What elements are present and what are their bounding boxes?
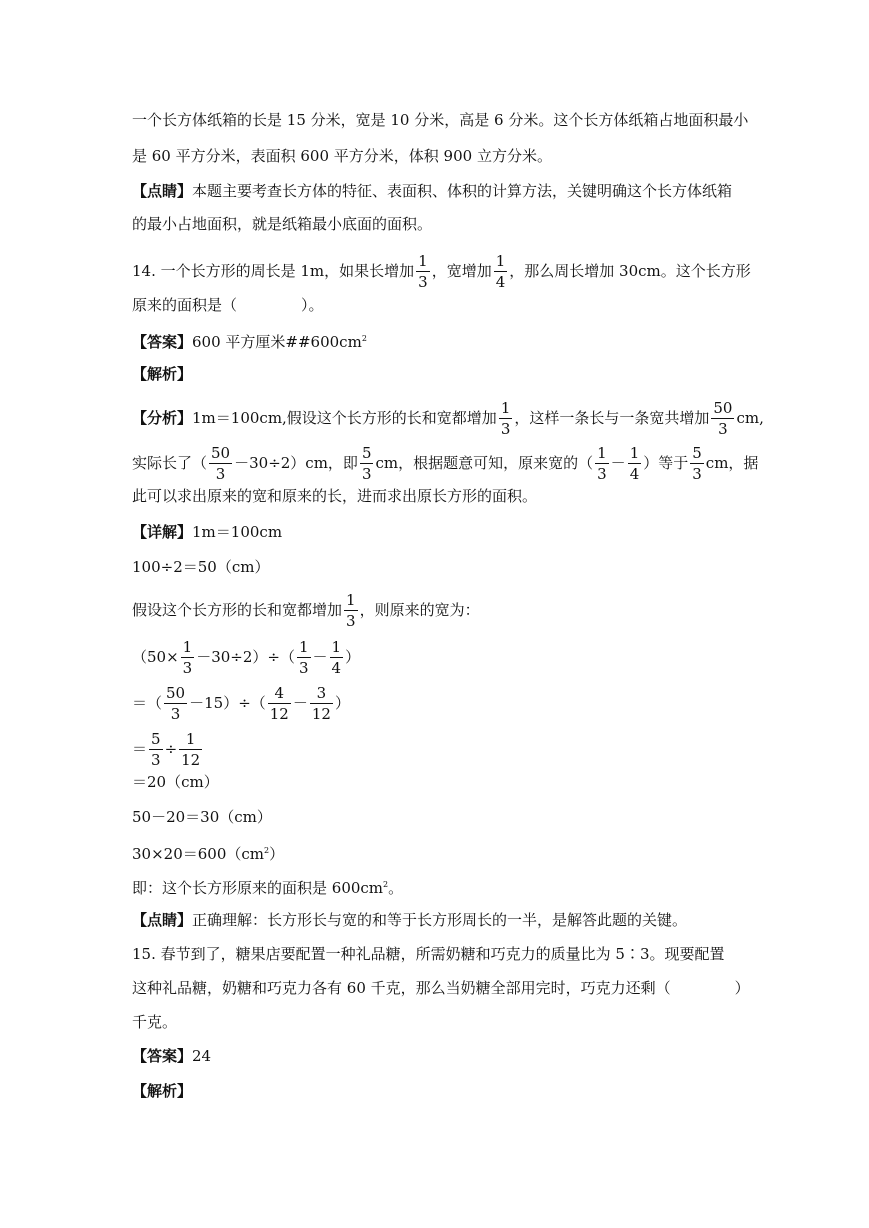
- fraction: $\frac{1}{3}$: [346, 591, 356, 630]
- q15-answer: 【答案】24: [132, 1047, 212, 1065]
- fraction: $\frac{1}{3}$: [597, 444, 607, 483]
- q13-line-2: 是 60 平方分米，表面积 600 平方分米，体积 900 立方分米。: [132, 147, 552, 165]
- q14-fenxi-line-2: 实际长了（ $\frac{50}{3}$ －30÷2）cm，即 $\frac{5}{3}$ cm，根据题意可知，原来宽的（ $\frac{1}{3}$ － $\frac{1}{4}$ ）等于 $\frac{5}{3}$ cm，据: [132, 444, 759, 483]
- q14-expr-5: 50－20＝30（cm）: [132, 808, 272, 826]
- q14-expr-1: （50× $\frac{1}{3}$ －30÷2）÷（ $\frac{1}{3}$ － $\frac{1}{4}$ ）: [132, 638, 361, 677]
- q15-line-3: 千克。: [132, 1013, 178, 1031]
- q14-question-line-2: 原来的面积是（ ）。: [132, 296, 324, 314]
- fraction-one-third: $\frac{1}{3}$: [418, 252, 428, 291]
- fraction: $\frac{5}{3}$: [692, 444, 702, 483]
- q15-jiexi-heading: 【解析】: [132, 1082, 193, 1100]
- fraction: $\frac{50}{3}$: [713, 399, 733, 438]
- fraction: $\frac{4}{12}$: [269, 684, 289, 723]
- fraction: $\frac{1}{3}$: [182, 638, 193, 677]
- fraction: $\frac{1}{4}$: [629, 444, 640, 483]
- q14-answer: 【答案】600 平方厘米$\#\#600cm^2$: [132, 333, 367, 351]
- fraction: $\frac{50}{3}$: [166, 684, 186, 723]
- q14-xiangjie-3: 假设这个长方形的长和宽都增加 $\frac{1}{3}$ ，则原来的宽为：: [132, 591, 480, 630]
- q15-line-2: 这种礼品糖，奶糖和巧克力各有 60 千克，那么当奶糖全部用完时，巧克力还剩（ ）: [132, 979, 750, 997]
- q13-dianjing-2: 的最小占地面积，就是纸箱最小底面的面积。: [132, 215, 433, 233]
- fraction: $\frac{5}{3}$: [151, 730, 161, 769]
- q14-expr-3: ＝ $\frac{5}{3}$ ÷ $\frac{1}{12}$: [132, 730, 201, 769]
- q14-result: 即：这个长方形原来的面积是 $600cm^2$。: [132, 879, 404, 897]
- fraction: $\frac{1}{3}$: [298, 638, 309, 677]
- q14-question-line-1: 14. 一个长方形的周长是 1m，如果长增加 $\frac{1}{3}$ ，宽增加 $\frac{1}{4}$ ，那么周长增加 30cm。这个长方形: [132, 252, 751, 291]
- q13-line-1: 一个长方体纸箱的长是 15 分米，宽是 10 分米，高是 6 分米。这个长方体纸箱占地面积最小: [132, 111, 749, 129]
- fraction: $\frac{5}{3}$: [361, 444, 372, 483]
- q14-xiangjie-1: 【详解】1m＝100cm: [132, 523, 283, 541]
- q14-expr-2: ＝（ $\frac{50}{3}$ －15）÷（ $\frac{4}{12}$ － $\frac{3}{12}$ ）: [132, 684, 350, 723]
- q14-fenxi-line-1: 【分析】1m＝100cm,假设这个长方形的长和宽都增加 $\frac{1}{3}$ ，这样一条长与一条宽共增加 $\frac{50}{3}$ cm,: [132, 399, 764, 438]
- fraction: $\frac{3}{12}$: [311, 684, 331, 723]
- q14-dianjing: 【点睛】正确理解：长方形长与宽的和等于长方形周长的一半，是解答此题的关键。: [132, 911, 688, 929]
- q14-xiangjie-2: 100÷2＝50（cm）: [132, 558, 270, 576]
- fraction: $\frac{1}{4}$: [331, 638, 342, 677]
- q13-dianjing-1: 【点睛】本题主要考查长方体的特征、表面积、体积的计算方法，关键明确这个长方体纸箱: [132, 182, 733, 200]
- fraction: $\frac{50}{3}$: [211, 444, 231, 483]
- fraction: $\frac{1}{3}$: [500, 399, 511, 438]
- fraction: $\frac{1}{12}$: [181, 730, 201, 769]
- fraction-one-fourth: $\frac{1}{4}$: [495, 252, 506, 291]
- q15-line-1: 15. 春节到了，糖果店要配置一种礼品糖，所需奶糖和巧克力的质量比为 5∶3。现要配置: [132, 945, 725, 963]
- q14-fenxi-line-3: 此可以求出原来的宽和原来的长，进而求出原长方形的面积。: [132, 487, 538, 505]
- q14-expr-4: ＝20（cm）: [132, 773, 219, 791]
- q14-jiexi-heading: 【解析】: [132, 365, 193, 383]
- q14-expr-6: $30\times 20=600(cm^2)$: [132, 845, 285, 863]
